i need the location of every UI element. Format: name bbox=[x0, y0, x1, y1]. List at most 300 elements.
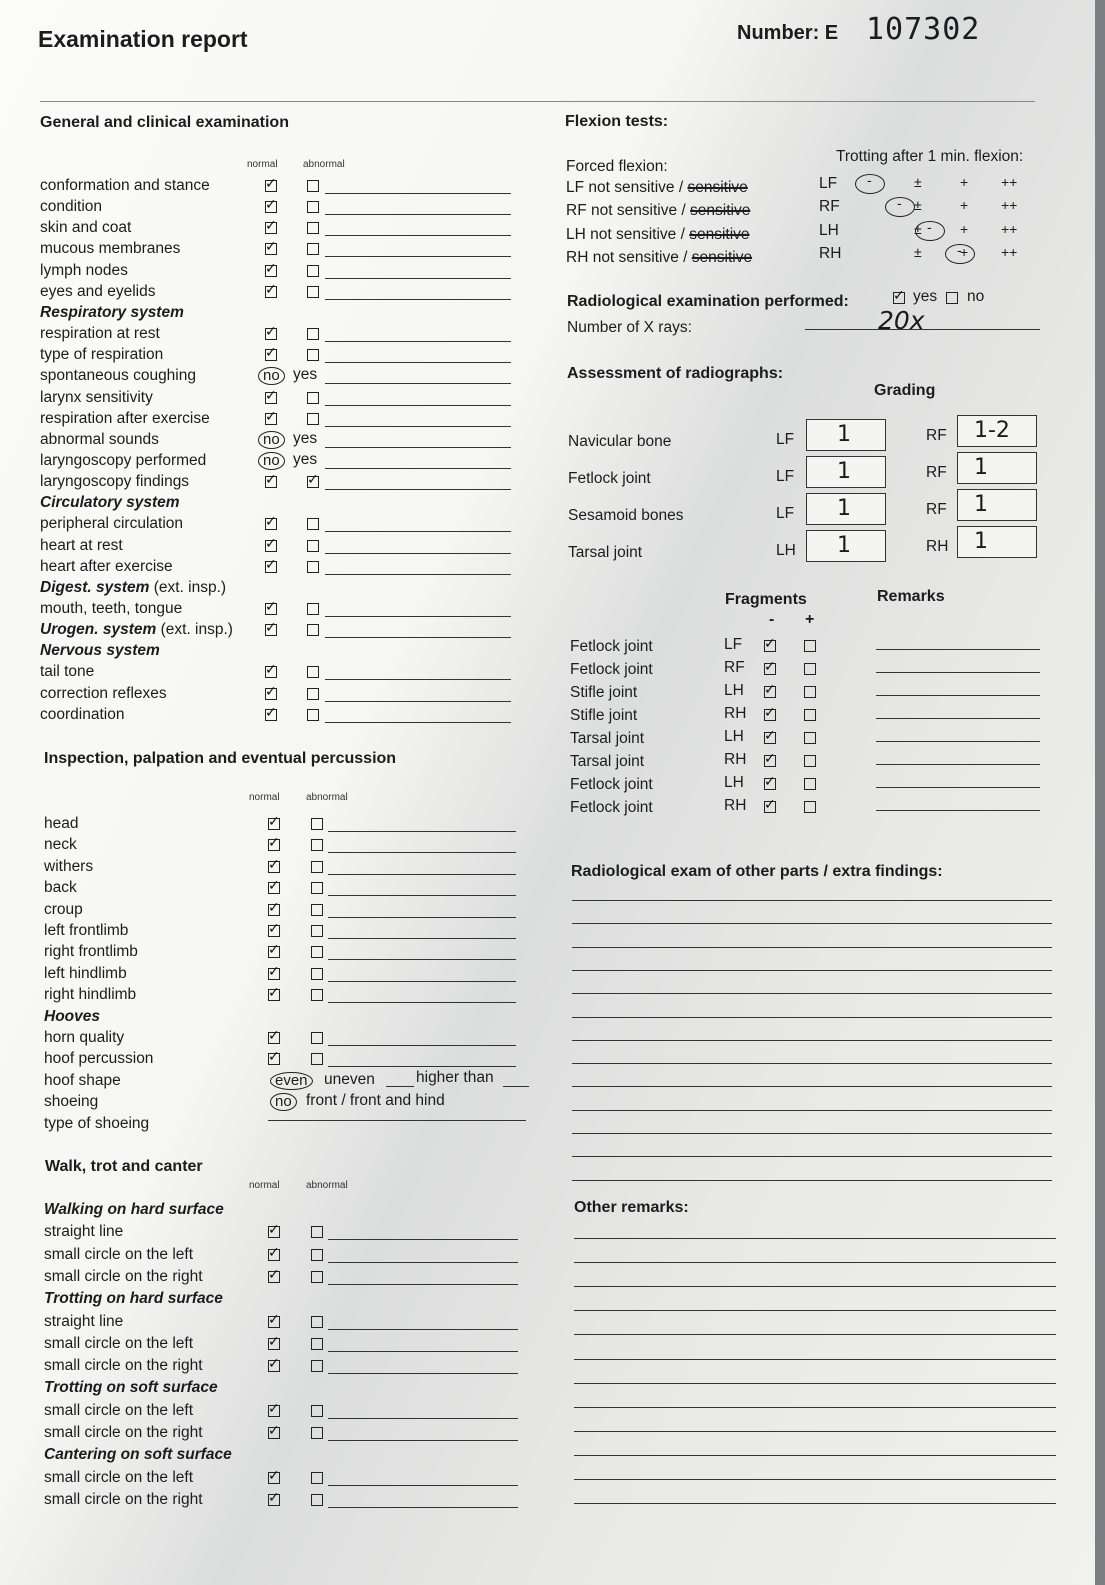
flexion-grade-option[interactable]: ++ bbox=[1001, 174, 1018, 190]
other-parts-line[interactable] bbox=[572, 1180, 1052, 1181]
flexion-grade-option[interactable]: + bbox=[960, 197, 969, 214]
walk-col-normal: normal bbox=[249, 1180, 280, 1191]
flexion-grade-option[interactable]: ± bbox=[914, 244, 922, 261]
inspection-abnormal-checkbox[interactable] bbox=[311, 818, 323, 830]
inspection-row bbox=[44, 1007, 100, 1027]
general-abnormal-checkbox[interactable] bbox=[307, 413, 319, 425]
flexion-row bbox=[566, 248, 752, 268]
flexion-row-text: RH not sensitive / bbox=[566, 249, 692, 267]
flexion-grade-option[interactable]: + bbox=[960, 220, 969, 237]
fragments-title: Fragments bbox=[725, 591, 807, 608]
inspection-row bbox=[44, 942, 138, 962]
other-parts-line[interactable] bbox=[572, 1040, 1052, 1041]
assessment-left-grade-box[interactable] bbox=[806, 456, 886, 488]
xrays-label: Number of X rays: bbox=[567, 319, 692, 336]
fragments-remark-line bbox=[876, 695, 1040, 696]
walk-row bbox=[44, 1356, 203, 1376]
general-row bbox=[40, 176, 210, 196]
other-parts-line[interactable] bbox=[572, 1110, 1052, 1111]
fragments-plus-checkbox[interactable] bbox=[804, 732, 816, 744]
inspection-abnormal-checkbox[interactable] bbox=[311, 839, 323, 851]
remarks-title: Remarks bbox=[877, 588, 945, 605]
walk-row bbox=[44, 1222, 123, 1242]
general-normal-checkbox[interactable] bbox=[265, 328, 277, 340]
general-abnormal-checkbox[interactable] bbox=[307, 540, 319, 552]
fragments-remark-line bbox=[876, 764, 1040, 765]
general-no-choice[interactable]: no bbox=[258, 452, 285, 470]
general-yes-choice[interactable]: yes bbox=[293, 366, 318, 384]
general-item-label: respiration after exercise bbox=[40, 409, 210, 427]
general-row bbox=[40, 514, 183, 534]
general-normal-checkbox[interactable] bbox=[265, 561, 277, 573]
inspection-abnormal-checkbox[interactable] bbox=[311, 925, 323, 937]
inspection-row bbox=[44, 835, 77, 855]
inspection-row bbox=[44, 1071, 121, 1091]
inspection-item-label: back bbox=[44, 879, 77, 897]
general-row bbox=[40, 684, 167, 704]
other-remarks-line[interactable] bbox=[574, 1286, 1056, 1287]
flexion-row-sensitive-struck: sensitive bbox=[691, 249, 753, 267]
inspection-normal-checkbox[interactable] bbox=[268, 946, 280, 958]
inspection-abnormal-checkbox[interactable] bbox=[311, 946, 323, 958]
assessment-right-grade: 1-2 bbox=[974, 418, 1010, 443]
general-item-label: Circulatory system bbox=[40, 494, 180, 512]
general-normal-checkbox[interactable] bbox=[265, 666, 277, 678]
flexion-grade-option[interactable]: ± bbox=[914, 220, 922, 237]
general-abnormal-checkbox[interactable] bbox=[307, 349, 319, 361]
fragments-plus-checkbox[interactable] bbox=[804, 686, 816, 698]
fragments-remark-line bbox=[876, 672, 1040, 673]
inspection-item-label: hoof shape bbox=[44, 1071, 121, 1089]
assessment-right-grade-box[interactable] bbox=[957, 489, 1037, 521]
walk-row bbox=[44, 1289, 223, 1309]
fragments-leg: RF bbox=[724, 659, 745, 676]
walk-abnormal-checkbox[interactable] bbox=[311, 1405, 323, 1417]
walk-row bbox=[44, 1378, 218, 1398]
flexion-leg-label: RF bbox=[819, 198, 840, 216]
walk-row bbox=[44, 1334, 193, 1354]
fragments-leg: LH bbox=[724, 774, 744, 791]
walk-section-title: Walk, trot and canter bbox=[45, 1158, 203, 1175]
hoof-shape-blank-2 bbox=[503, 1086, 529, 1087]
shoeing-front-hind[interactable]: front / front and hind bbox=[306, 1092, 445, 1110]
general-note-line bbox=[325, 637, 511, 638]
walk-abnormal-checkbox[interactable] bbox=[311, 1316, 323, 1328]
general-note-line bbox=[325, 405, 511, 406]
fragments-remark-line bbox=[876, 718, 1040, 719]
other-parts-line[interactable] bbox=[572, 1017, 1052, 1018]
inspection-abnormal-checkbox[interactable] bbox=[311, 989, 323, 1001]
fragments-minus-checkbox[interactable] bbox=[764, 640, 776, 652]
inspection-normal-checkbox[interactable] bbox=[268, 904, 280, 916]
other-parts-line[interactable] bbox=[572, 1086, 1052, 1087]
general-abnormal-checkbox[interactable] bbox=[307, 328, 319, 340]
general-row bbox=[40, 303, 184, 323]
other-parts-line[interactable] bbox=[572, 900, 1052, 901]
general-row bbox=[40, 662, 94, 682]
radiological-no-checkbox[interactable] bbox=[946, 292, 958, 304]
walk-normal-checkbox[interactable] bbox=[268, 1427, 280, 1439]
other-remarks-line[interactable] bbox=[574, 1479, 1056, 1480]
hoof-shape-higher[interactable]: higher than bbox=[416, 1068, 494, 1086]
assessment-left-grade-box[interactable] bbox=[806, 419, 886, 451]
other-parts-line[interactable] bbox=[572, 923, 1052, 924]
flexion-grade-option[interactable]: ++ bbox=[1001, 197, 1018, 214]
flexion-row bbox=[566, 178, 748, 198]
shoeing-no[interactable]: no bbox=[270, 1093, 297, 1111]
other-remarks-line[interactable] bbox=[574, 1503, 1056, 1504]
flexion-leg-label: LF bbox=[819, 175, 838, 192]
assessment-left-leg: LF bbox=[776, 431, 795, 448]
assessment-right-grade-box[interactable] bbox=[957, 452, 1037, 484]
general-item-label: Nervous system bbox=[40, 642, 160, 660]
general-abnormal-checkbox[interactable] bbox=[307, 222, 319, 234]
fragments-plus-checkbox[interactable] bbox=[804, 755, 816, 767]
inspection-col-abnormal: abnormal bbox=[306, 792, 348, 803]
general-section-title: General and clinical examination bbox=[40, 114, 289, 131]
inspection-note-line bbox=[328, 981, 516, 982]
assessment-left-grade: 1 bbox=[837, 496, 851, 521]
forced-flexion-label: Forced flexion: bbox=[566, 158, 668, 175]
assessment-right-grade-box[interactable] bbox=[957, 415, 1037, 447]
walk-row bbox=[44, 1312, 123, 1332]
other-parts-line[interactable] bbox=[572, 1133, 1052, 1134]
assessment-left-grade: 1 bbox=[837, 459, 851, 484]
assessment-left-grade: 1 bbox=[837, 533, 851, 558]
general-abnormal-checkbox[interactable] bbox=[307, 392, 319, 404]
walk-normal-checkbox[interactable] bbox=[268, 1472, 280, 1484]
walk-normal-checkbox[interactable] bbox=[268, 1494, 280, 1506]
walk-row bbox=[44, 1401, 193, 1421]
flexion-grade-option[interactable]: + bbox=[960, 244, 969, 261]
general-row bbox=[40, 197, 102, 217]
general-normal-checkbox[interactable] bbox=[265, 222, 277, 234]
general-item-label: conformation and stance bbox=[40, 177, 210, 194]
hoof-shape-blank bbox=[386, 1086, 414, 1087]
general-normal-checkbox[interactable] bbox=[265, 476, 277, 488]
other-remarks-line[interactable] bbox=[574, 1262, 1056, 1263]
fragments-row-label: Fetlock joint bbox=[570, 661, 653, 678]
inspection-row bbox=[44, 964, 127, 984]
walk-normal-checkbox[interactable] bbox=[268, 1249, 280, 1261]
walk-abnormal-checkbox[interactable] bbox=[311, 1360, 323, 1372]
inspection-normal-checkbox[interactable] bbox=[268, 1032, 280, 1044]
fragments-leg: LF bbox=[724, 636, 743, 653]
flexion-leg-label: LH bbox=[819, 221, 839, 239]
inspection-abnormal-checkbox[interactable] bbox=[311, 861, 323, 873]
other-remarks-line[interactable] bbox=[574, 1359, 1056, 1360]
general-col-abnormal: abnormal bbox=[303, 159, 345, 170]
other-remarks-line[interactable] bbox=[574, 1310, 1056, 1311]
assessment-left-leg: LF bbox=[776, 505, 795, 522]
flexion-grade-option[interactable]: ++ bbox=[1001, 244, 1018, 261]
fragments-plus-checkbox[interactable] bbox=[804, 801, 816, 813]
hoof-shape-uneven[interactable]: uneven bbox=[324, 1070, 375, 1088]
general-note-line bbox=[325, 278, 511, 279]
general-normal-checkbox[interactable] bbox=[265, 265, 277, 277]
inspection-item-label: left hindlimb bbox=[44, 964, 127, 982]
fragments-plus-checkbox[interactable] bbox=[804, 778, 816, 790]
inspection-normal-checkbox[interactable] bbox=[268, 839, 280, 851]
fragments-minus-checkbox[interactable] bbox=[764, 778, 776, 790]
walk-normal-checkbox[interactable] bbox=[268, 1360, 280, 1372]
assessment-right-leg: RH bbox=[926, 538, 949, 555]
walk-abnormal-checkbox[interactable] bbox=[311, 1226, 323, 1238]
xrays-value: 20x bbox=[878, 306, 925, 335]
other-parts-line[interactable] bbox=[572, 947, 1052, 948]
assessment-row-label: Navicular bone bbox=[568, 433, 672, 450]
other-remarks-line[interactable] bbox=[574, 1383, 1056, 1384]
walk-abnormal-checkbox[interactable] bbox=[311, 1338, 323, 1350]
general-no-choice[interactable]: no bbox=[258, 367, 285, 385]
inspection-abnormal-checkbox[interactable] bbox=[311, 1032, 323, 1044]
fragments-plus-checkbox[interactable] bbox=[804, 709, 816, 721]
general-abnormal-checkbox[interactable] bbox=[307, 180, 319, 192]
walk-normal-checkbox[interactable] bbox=[268, 1338, 280, 1350]
inspection-row bbox=[44, 857, 93, 877]
assessment-left-leg: LF bbox=[776, 468, 795, 485]
radiological-yes-checkbox[interactable] bbox=[893, 292, 905, 304]
inspection-row bbox=[44, 921, 128, 941]
general-normal-checkbox[interactable] bbox=[265, 201, 277, 213]
general-item-label: tail tone bbox=[40, 663, 95, 681]
fragments-remark-line bbox=[876, 787, 1040, 788]
walk-item-label: small circle on the right bbox=[44, 1357, 203, 1375]
fragments-minus-checkbox[interactable] bbox=[764, 709, 776, 721]
general-row bbox=[40, 324, 160, 344]
general-abnormal-checkbox[interactable] bbox=[307, 265, 319, 277]
general-row bbox=[40, 472, 189, 492]
walk-row bbox=[44, 1423, 203, 1443]
other-parts-line[interactable] bbox=[572, 970, 1052, 971]
walk-item-label: Trotting on hard surface bbox=[44, 1290, 223, 1308]
inspection-note-line bbox=[328, 959, 516, 960]
inspection-item-label: horn quality bbox=[44, 1029, 125, 1046]
general-row bbox=[40, 282, 155, 302]
general-normal-checkbox[interactable] bbox=[265, 392, 277, 404]
general-yes-choice[interactable]: yes bbox=[293, 429, 318, 447]
other-remarks-line[interactable] bbox=[574, 1407, 1056, 1408]
general-row bbox=[40, 536, 123, 556]
inspection-normal-checkbox[interactable] bbox=[268, 968, 280, 980]
general-normal-checkbox[interactable] bbox=[265, 243, 277, 255]
general-row bbox=[40, 578, 226, 598]
flexion-grade-zero-circled[interactable] bbox=[855, 174, 885, 194]
general-abnormal-checkbox[interactable] bbox=[307, 603, 319, 615]
inspection-item-label: head bbox=[44, 815, 79, 832]
inspection-normal-checkbox[interactable] bbox=[268, 818, 280, 830]
general-item-label: laryngoscopy performed bbox=[40, 451, 207, 469]
other-parts-line[interactable] bbox=[572, 1063, 1052, 1064]
inspection-note-line bbox=[328, 917, 516, 918]
inspection-normal-checkbox[interactable] bbox=[268, 882, 280, 894]
assessment-right-leg: RF bbox=[926, 427, 947, 444]
fragments-plus-checkbox[interactable] bbox=[804, 640, 816, 652]
other-remarks-line[interactable] bbox=[574, 1238, 1056, 1239]
walk-normal-checkbox[interactable] bbox=[268, 1316, 280, 1328]
walk-item-label: small circle on the left bbox=[44, 1401, 194, 1419]
walk-abnormal-checkbox[interactable] bbox=[311, 1249, 323, 1261]
fragments-minus-checkbox[interactable] bbox=[764, 663, 776, 675]
walk-item-label: small circle on the left bbox=[44, 1468, 194, 1486]
general-normal-checkbox[interactable] bbox=[265, 603, 277, 615]
radiological-yes-label: yes bbox=[913, 288, 938, 305]
inspection-row bbox=[44, 1028, 124, 1048]
general-note-line bbox=[325, 214, 511, 215]
assessment-row-label: Sesamoid bones bbox=[568, 507, 684, 524]
flexion-grade-zero-circled[interactable] bbox=[885, 197, 915, 217]
fragments-remark-line bbox=[876, 810, 1040, 811]
walk-item-label: Trotting on soft surface bbox=[44, 1379, 218, 1397]
general-abnormal-checkbox[interactable] bbox=[307, 709, 319, 721]
general-abnormal-checkbox[interactable] bbox=[307, 666, 319, 678]
general-row bbox=[40, 493, 180, 513]
general-normal-checkbox[interactable] bbox=[265, 180, 277, 192]
general-row bbox=[40, 599, 182, 619]
walk-item-label: small circle on the right bbox=[44, 1424, 203, 1441]
other-parts-line[interactable] bbox=[572, 1156, 1052, 1157]
fragments-row-label: Fetlock joint bbox=[570, 799, 653, 816]
inspection-item-label: neck bbox=[44, 836, 77, 854]
flexion-grade-option[interactable]: ± bbox=[914, 197, 922, 214]
walk-item-label: small circle on the right bbox=[44, 1267, 203, 1285]
general-normal-checkbox[interactable] bbox=[265, 518, 277, 530]
general-item-label: condition bbox=[40, 198, 103, 216]
assessment-left-grade-box[interactable] bbox=[806, 530, 886, 562]
inspection-abnormal-checkbox[interactable] bbox=[311, 1053, 323, 1065]
other-remarks-line[interactable] bbox=[574, 1431, 1056, 1432]
general-row bbox=[40, 239, 180, 259]
flexion-row-text: LH not sensitive / bbox=[566, 225, 690, 243]
inspection-note-line bbox=[328, 895, 516, 896]
flexion-grade-option[interactable]: + bbox=[960, 174, 969, 190]
general-item-label: Digest. system bbox=[40, 578, 150, 596]
walk-item-label: small circle on the left bbox=[44, 1245, 194, 1263]
fragments-remark-line bbox=[876, 741, 1040, 742]
general-normal-checkbox[interactable] bbox=[265, 349, 277, 361]
inspection-note-line bbox=[328, 1002, 516, 1003]
inspection-abnormal-checkbox[interactable] bbox=[311, 882, 323, 894]
general-abnormal-checkbox[interactable] bbox=[307, 561, 319, 573]
general-item-label: abnormal sounds bbox=[40, 430, 159, 448]
walk-note-line bbox=[328, 1351, 518, 1352]
walk-note-line bbox=[328, 1485, 518, 1486]
flexion-grade-option[interactable]: ++ bbox=[1001, 220, 1018, 237]
general-item-label: type of respiration bbox=[40, 346, 164, 364]
other-parts-line[interactable] bbox=[572, 993, 1052, 994]
inspection-normal-checkbox[interactable] bbox=[268, 1053, 280, 1065]
walk-note-line bbox=[328, 1440, 518, 1441]
walk-abnormal-checkbox[interactable] bbox=[311, 1427, 323, 1439]
general-note-line bbox=[325, 531, 511, 532]
fragments-minus-checkbox[interactable] bbox=[764, 732, 776, 744]
walk-normal-checkbox[interactable] bbox=[268, 1405, 280, 1417]
report-number-value: 107302 bbox=[866, 12, 981, 47]
inspection-normal-checkbox[interactable] bbox=[268, 925, 280, 937]
inspection-item-label: shoeing bbox=[44, 1093, 99, 1111]
general-item-label: Respiratory system bbox=[40, 303, 184, 321]
assessment-left-grade-box[interactable] bbox=[806, 493, 886, 525]
fragments-leg: LH bbox=[724, 728, 744, 745]
fragments-plus-checkbox[interactable] bbox=[804, 663, 816, 675]
inspection-normal-checkbox[interactable] bbox=[268, 989, 280, 1001]
general-yes-choice[interactable]: yes bbox=[293, 450, 318, 468]
fragments-row-label: Stifle joint bbox=[570, 707, 638, 724]
general-row bbox=[40, 345, 163, 365]
general-note-line bbox=[325, 299, 511, 300]
general-normal-checkbox[interactable] bbox=[265, 413, 277, 425]
assessment-right-grade-box[interactable] bbox=[957, 526, 1037, 558]
general-normal-checkbox[interactable] bbox=[265, 688, 277, 700]
inspection-abnormal-checkbox[interactable] bbox=[311, 904, 323, 916]
inspection-item-label: left frontlimb bbox=[44, 922, 129, 939]
trotting-after-label: Trotting after 1 min. flexion: bbox=[836, 148, 1024, 165]
general-abnormal-checkbox[interactable] bbox=[307, 243, 319, 255]
assessment-right-grade: 1 bbox=[974, 455, 988, 480]
fragments-minus-checkbox[interactable] bbox=[764, 801, 776, 813]
general-abnormal-checkbox[interactable] bbox=[307, 624, 319, 636]
walk-abnormal-checkbox[interactable] bbox=[311, 1271, 323, 1283]
general-item-label: mucous membranes bbox=[40, 240, 181, 258]
walk-abnormal-checkbox[interactable] bbox=[311, 1472, 323, 1484]
general-note-line bbox=[325, 489, 511, 490]
report-number-label: Number: E bbox=[737, 22, 839, 44]
general-normal-checkbox[interactable] bbox=[265, 286, 277, 298]
walk-normal-checkbox[interactable] bbox=[268, 1226, 280, 1238]
general-normal-checkbox[interactable] bbox=[265, 624, 277, 636]
assessment-right-leg: RF bbox=[926, 464, 947, 481]
walk-normal-checkbox[interactable] bbox=[268, 1271, 280, 1283]
inspection-note-line bbox=[328, 1045, 516, 1046]
walk-row bbox=[44, 1490, 203, 1510]
fragments-row-label: Stifle joint bbox=[570, 684, 638, 701]
inspection-normal-checkbox[interactable] bbox=[268, 861, 280, 873]
general-normal-checkbox[interactable] bbox=[265, 709, 277, 721]
general-no-choice[interactable]: no bbox=[258, 431, 285, 449]
walk-item-label: straight line bbox=[44, 1312, 124, 1330]
general-row bbox=[40, 451, 206, 471]
fragments-minus-checkbox[interactable] bbox=[764, 755, 776, 767]
walk-abnormal-checkbox[interactable] bbox=[311, 1494, 323, 1506]
other-remarks-line[interactable] bbox=[574, 1455, 1056, 1456]
radiological-performed-label: Radiological examination performed: bbox=[567, 293, 849, 310]
general-normal-checkbox[interactable] bbox=[265, 540, 277, 552]
general-abnormal-checkbox[interactable] bbox=[307, 688, 319, 700]
general-abnormal-checkbox[interactable] bbox=[307, 201, 319, 213]
assessment-title: Assessment of radiographs: bbox=[567, 365, 784, 382]
walk-row bbox=[44, 1468, 193, 1488]
flexion-row-sensitive-struck: sensitive bbox=[690, 202, 751, 220]
walk-row bbox=[44, 1445, 232, 1465]
general-abnormal-checkbox[interactable] bbox=[307, 476, 319, 488]
walk-item-label: small circle on the right bbox=[44, 1490, 203, 1508]
general-abnormal-checkbox[interactable] bbox=[307, 286, 319, 298]
fragments-minus-checkbox[interactable] bbox=[764, 686, 776, 698]
other-remarks-line[interactable] bbox=[574, 1334, 1056, 1335]
hoof-shape-even[interactable]: even bbox=[270, 1072, 313, 1090]
fragments-row-label: Fetlock joint bbox=[570, 776, 653, 793]
inspection-abnormal-checkbox[interactable] bbox=[311, 968, 323, 980]
general-row bbox=[40, 409, 210, 429]
inspection-item-label: croup bbox=[44, 900, 83, 918]
flexion-grade-option[interactable]: ± bbox=[914, 174, 922, 190]
inspection-row bbox=[44, 814, 78, 834]
general-abnormal-checkbox[interactable] bbox=[307, 518, 319, 530]
fragments-leg: RH bbox=[724, 705, 747, 722]
assessment-right-leg: RF bbox=[926, 501, 947, 518]
inspection-note-line bbox=[328, 874, 516, 875]
walk-note-line bbox=[328, 1507, 518, 1508]
